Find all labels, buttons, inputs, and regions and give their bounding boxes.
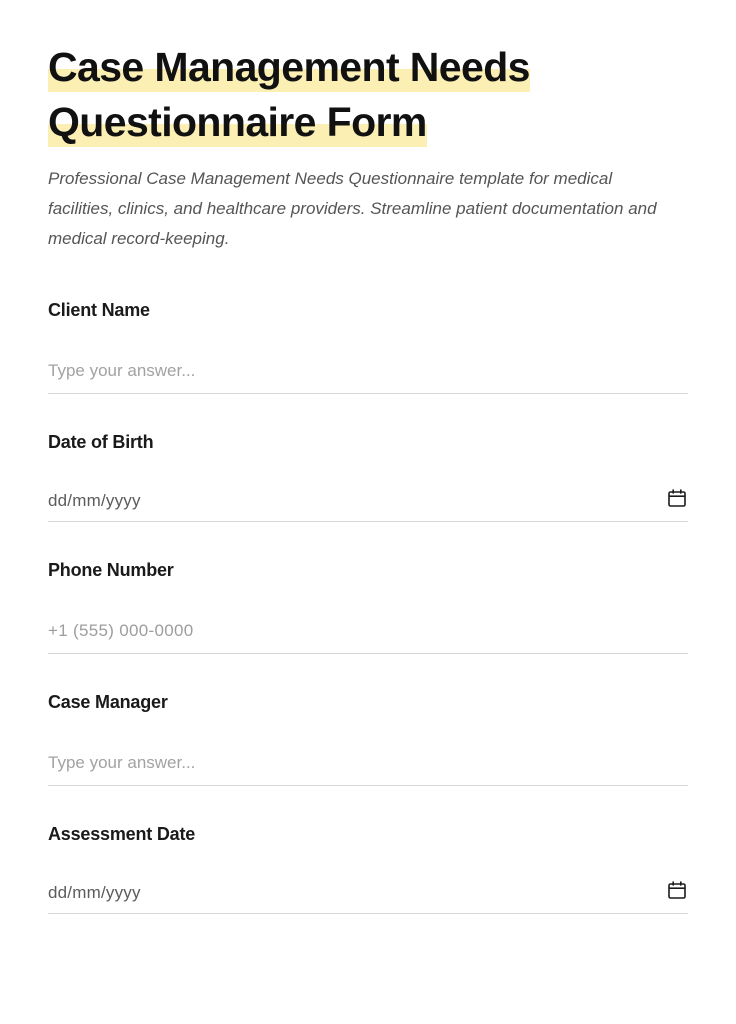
input-wrap-client-name [48,359,688,394]
input-wrap-phone-number [48,619,688,654]
page-title [48,40,648,150]
calendar-icon[interactable] [668,489,686,507]
field-phone-number [48,560,688,654]
field-client-name [48,300,688,394]
field-label-client-name: Client Name [48,300,150,320]
date-of-birth-placeholder-text[interactable]: dd/mm/yyyy [48,491,141,510]
input-wrap-date-of-birth [48,491,688,522]
calendar-icon[interactable] [668,881,686,899]
field-label-case-manager: Case Manager [48,692,168,712]
field-date-of-birth [48,432,688,522]
assessment-date-placeholder-text[interactable]: dd/mm/yyyy [48,883,141,902]
field-label-assessment-date: Assessment Date [48,824,196,844]
input-wrap-assessment-date [48,883,688,914]
input-wrap-case-manager [48,751,688,786]
field-label-phone-number: Phone Number [48,560,174,580]
case-manager-input[interactable] [48,751,688,775]
field-assessment-date [48,824,688,914]
page-title-line-2: Questionnaire Form [48,99,427,145]
client-name-input[interactable] [48,359,688,383]
phone-number-input[interactable] [48,619,688,643]
form-description: Professional Case Management Needs Questionnaire template for medical facilities, clinics, and healthcare providers. Streamline patient documentation and medical record-keeping. [48,169,657,248]
field-label-date-of-birth: Date of Birth [48,432,154,452]
field-case-manager [48,692,688,786]
page-title-line-1: Case Management Needs [48,44,530,90]
